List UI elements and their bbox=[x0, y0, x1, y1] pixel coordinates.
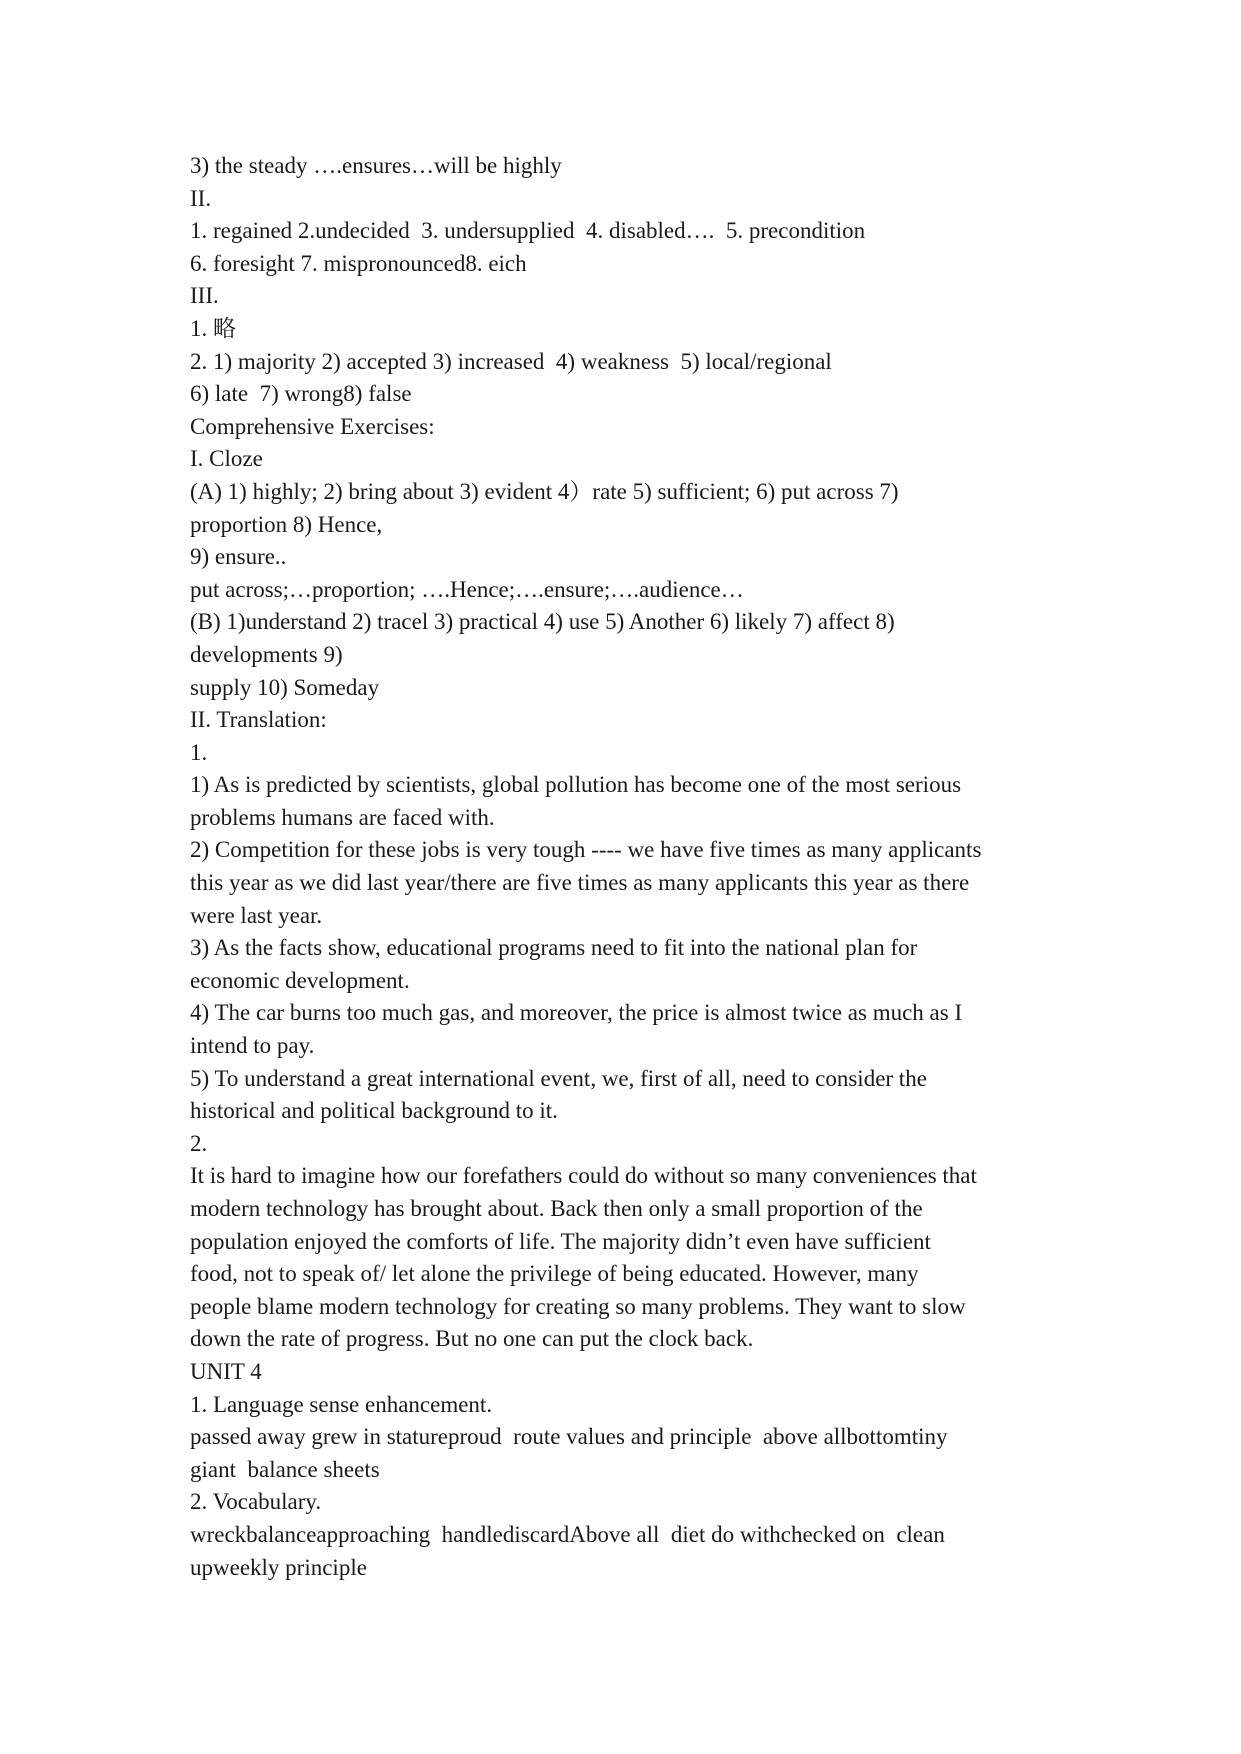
section-heading: I. Cloze bbox=[190, 446, 263, 472]
text-line: developments 9) bbox=[190, 641, 343, 667]
text-line: economic development. bbox=[190, 967, 410, 993]
text-line: problems humans are faced with. bbox=[190, 804, 495, 830]
section-heading: 1. Language sense enhancement. bbox=[190, 1391, 493, 1417]
text-line: 1. bbox=[190, 739, 208, 765]
text-line: passed away grew in statureproud route values and principle above allbottomtiny bbox=[190, 1424, 948, 1450]
text-line: 3) the steady ….ensures…will be highly bbox=[190, 153, 562, 178]
text-line: 9) ensure.. bbox=[190, 544, 287, 570]
text-line: 6) late 7) wrong8) false bbox=[190, 381, 412, 407]
text-line: 6. foresight 7. mispronounced8. eich bbox=[190, 250, 527, 276]
text-line: put across;…proportion; ….Hence;….ensure;….audience… bbox=[190, 576, 744, 602]
text-line: food, not to speak of/ let alone the privilege of being educated. However, many bbox=[190, 1261, 919, 1287]
text-line: 2. 1) majority 2) accepted 3) increased 4) weakness 5) local/regional bbox=[190, 348, 832, 374]
text-line: this year as we did last year/there are five times as many applicants this year as there bbox=[190, 870, 970, 896]
section-heading: III. bbox=[190, 283, 219, 309]
text-line: 1. 略 bbox=[190, 315, 236, 341]
text-line: 2) Competition for these jobs is very tough ---- we have five times as many applicants bbox=[190, 837, 982, 863]
text-line: It is hard to imagine how our forefathers could do without so many conveniences that bbox=[190, 1163, 977, 1189]
text-line: 2. bbox=[190, 1130, 208, 1156]
text-line: (B) 1)understand 2) tracel 3) practical 4) use 5) Another 6) likely 7) affect 8) bbox=[190, 609, 895, 635]
text-line: 3) As the facts show, educational programs need to fit into the national plan for bbox=[190, 935, 918, 961]
section-heading: II. bbox=[190, 185, 212, 211]
text-line: population enjoyed the comforts of life. The majority didn’t even have sufficient bbox=[190, 1228, 931, 1254]
text-line: giant balance sheets bbox=[190, 1456, 380, 1482]
text-line: historical and political background to it. bbox=[190, 1098, 558, 1124]
section-heading: II. Translation: bbox=[190, 707, 327, 733]
text-line: 1) As is predicted by scientists, global pollution has become one of the most serious bbox=[190, 772, 962, 798]
text-line: modern technology has brought about. Back then only a small proportion of the bbox=[190, 1196, 923, 1221]
text-line: upweekly principle bbox=[190, 1554, 367, 1580]
text-line: 5) To understand a great international event, we, first of all, need to consider the bbox=[190, 1065, 927, 1091]
text-line: 4) The car burns too much gas, and moreover, the price is almost twice as much as I bbox=[190, 1000, 963, 1026]
text-line: supply 10) Someday bbox=[190, 674, 380, 700]
text-line: proportion 8) Hence, bbox=[190, 511, 383, 537]
section-heading: 2. Vocabulary. bbox=[190, 1489, 322, 1515]
text-line: intend to pay. bbox=[190, 1033, 315, 1059]
text-line: were last year. bbox=[190, 902, 323, 928]
section-heading: Comprehensive Exercises: bbox=[190, 413, 435, 439]
text-line: wreckbalanceapproaching handlediscardAbove all diet do withchecked on clean bbox=[190, 1521, 945, 1547]
section-heading: UNIT 4 bbox=[190, 1358, 262, 1384]
document-body bbox=[190, 150, 1070, 1584]
text-line: 1. regained 2.undecided 3. undersupplied 4. disabled…. 5. precondition bbox=[190, 218, 866, 244]
text-line: people blame modern technology for creating so many problems. They want to slow bbox=[190, 1293, 966, 1319]
text-line: down the rate of progress. But no one can put the clock back. bbox=[190, 1326, 754, 1352]
text-line: (A) 1) highly; 2) bring about 3) evident 4）rate 5) sufficient; 6) put across 7) bbox=[190, 478, 899, 504]
